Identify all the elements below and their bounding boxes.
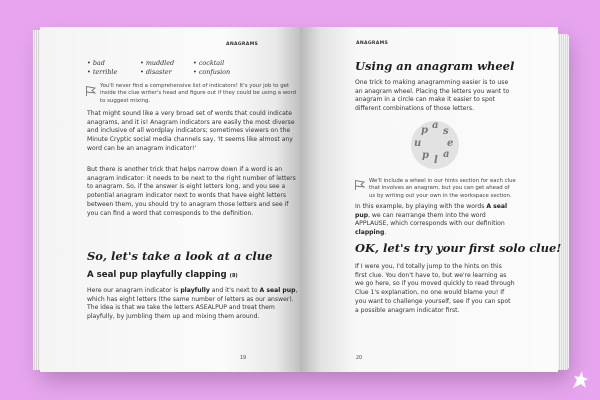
wheel-letter: p bbox=[421, 125, 428, 136]
publisher-logo-icon bbox=[570, 368, 592, 390]
bullet-item: disaster bbox=[145, 68, 172, 76]
running-header: ANAGRAMS bbox=[226, 42, 259, 47]
bullet-column-2: • muddled • disaster bbox=[140, 59, 175, 76]
flag-icon bbox=[354, 179, 366, 191]
clue-text: A seal pup playfully clapping bbox=[87, 270, 227, 280]
wheel-letter: l bbox=[434, 155, 438, 166]
page-number: 20 bbox=[356, 356, 363, 361]
paragraph: But there is another trick that helps narrow down if a word is an anagram indicator: it needs to be next to the right number of letters to anagram. So, if the answer is eight letters long, and you see a potential anagram indicator next to words that have eight letters between them, you should try to anagram those letters and see if you can find a word that corresponds to the definition. bbox=[87, 166, 296, 217]
paragraph: If I were you, I'd totally jump to the hints on this first clue. You don't have to, but we're learning as we go here, so if you moved quickly to read through Clue 1's explanation, no one would blame you! If you want to challenge yourself, see if you can spot a possible anagram indicator first. bbox=[355, 263, 515, 314]
paragraph: In this example, by playing with the words A seal pup, we can rearrange them into the word APPLAUSE, which corresponds with our definition clapping. bbox=[355, 203, 508, 237]
section-heading: Using an anagram wheel bbox=[355, 59, 515, 73]
wheel-letter: s bbox=[443, 126, 449, 137]
paragraph: One trick to making anagramming easier is to use an anagram wheel. Placing the letters you want to anagram in a circle can make it easier to spot different combinations of those letters. bbox=[355, 79, 510, 113]
bullet-item: cocktail bbox=[198, 59, 225, 67]
tip-note: We'll include a wheel in our hints section for each clue that involves an anagram, but you can get ahead of us by writing out your own in the workspace section. bbox=[369, 178, 516, 199]
wheel-letter: p bbox=[422, 150, 429, 161]
bullet-item: terrible bbox=[92, 68, 118, 76]
bullet-item: bad bbox=[92, 59, 105, 67]
wheel-letter: u bbox=[414, 138, 422, 149]
section-heading: OK, let's try your first solo clue! bbox=[355, 241, 562, 255]
wheel-letter: e bbox=[447, 138, 454, 149]
flag-icon bbox=[85, 85, 97, 97]
bullet-column-3: • cocktail • confusion bbox=[193, 59, 231, 76]
wheel-letter: a bbox=[443, 149, 450, 160]
paragraph: That might sound like a very broad set of words that could indicate anagrams, and it is! Anagram indicators are easily the most diverse and inclusive of all wordplay indicators; sometimes viewers on the Minute Cryptic social media channels say, 'It seems like almost any word can be an anagram indicator!' bbox=[87, 110, 295, 152]
clue-heading bbox=[87, 270, 238, 280]
clue-length: (8) bbox=[229, 273, 238, 279]
wheel-letter: a bbox=[432, 120, 439, 131]
bullet-column-1: • bad • terrible bbox=[87, 59, 118, 76]
bullet-item: confusion bbox=[198, 68, 231, 76]
running-header: ANAGRAMS bbox=[356, 41, 389, 46]
bullet-item: muddled bbox=[145, 59, 175, 67]
section-heading: So, let's take a look at a clue bbox=[87, 249, 273, 263]
page-number: 19 bbox=[240, 356, 247, 361]
tip-note: You'll never find a comprehensive list of indicators! It's your job to get inside the clue writer's head and figure out if they could be using a word to suggest mixing. bbox=[100, 83, 297, 104]
paragraph: Here our anagram indicator is playfully and it's next to A seal pup, which has eight letters (the same number of letters as our answer). The idea is that we take the letters ASEALPUP and treat them playfully, by jumbling them up and mixing them around. bbox=[87, 287, 298, 321]
